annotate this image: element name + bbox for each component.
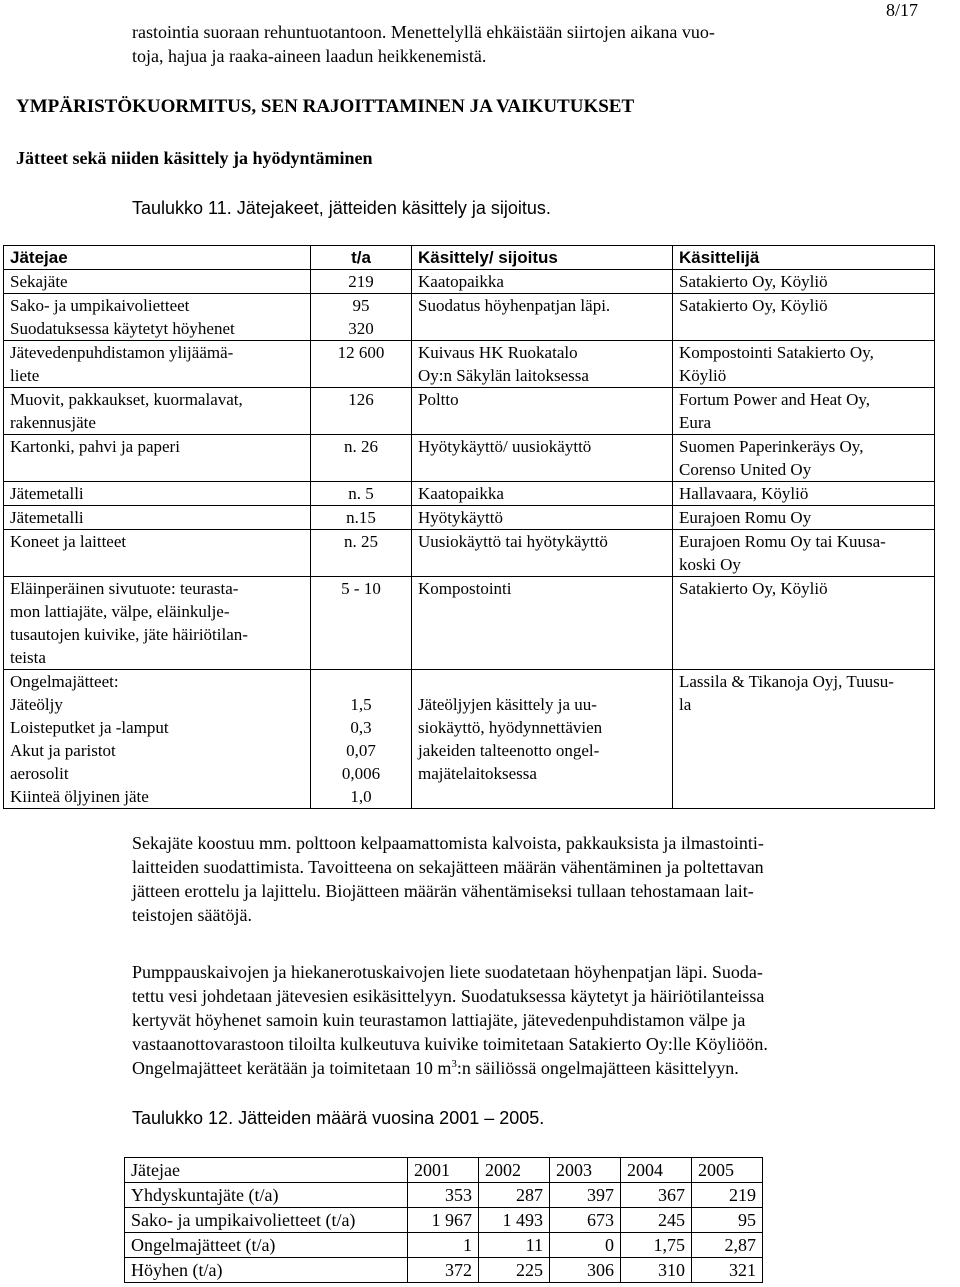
- table-cell: [311, 670, 412, 809]
- waste-table: [3, 245, 935, 809]
- paragraph-line: vastaanottovarastoon tiloilta kulkeutuva kuivike toimitetaan Satakierto Oy:lle Köyliöön.: [132, 1034, 768, 1054]
- table-cell: [412, 506, 673, 530]
- cell-line: Kaatopaikka: [418, 272, 504, 291]
- table-cell: [412, 294, 673, 341]
- cell-line: Jätemetalli: [10, 484, 84, 503]
- table-row: [125, 1208, 763, 1233]
- paragraph-sludge: [132, 960, 768, 1080]
- cell-line: Loisteputket ja -lamput: [10, 718, 169, 737]
- table-cell: 1,75: [621, 1233, 692, 1258]
- section-heading: YMPÄRISTÖKUORMITUS, SEN RAJOITTAMINEN JA VAIKUTUKSET: [16, 96, 635, 117]
- paragraph-line: Pumppauskaivojen ja hiekanerotuskaivojen liete suodatetaan höyhenpatjan läpi. Suoda-: [132, 962, 763, 982]
- cell-line: Satakierto Oy, Köyliö: [679, 272, 828, 291]
- table-cell: [4, 670, 311, 809]
- table-cell: [673, 270, 935, 294]
- table-row: [125, 1183, 763, 1208]
- table-cell: [311, 435, 412, 482]
- text-segment: Ongelmajätteet kerätään ja toimitetaan 10 m: [132, 1058, 452, 1078]
- table-cell: 310: [621, 1258, 692, 1283]
- column-header: 2005: [692, 1158, 763, 1183]
- table-cell: [311, 388, 412, 435]
- table-cell: [673, 435, 935, 482]
- table-header-row: [4, 246, 935, 270]
- page-number: 8/17: [885, 0, 918, 20]
- intro-line: toja, hajua ja raaka-aineen laadun heikkenemistä.: [132, 46, 487, 66]
- table-cell: [4, 577, 311, 670]
- table-row: [4, 482, 935, 506]
- cell-line: Ongelmajätteet:: [10, 672, 119, 691]
- subsection-heading: Jätteet sekä niiden käsittely ja hyödyntäminen: [16, 148, 373, 168]
- cell-line: Suomen Paperinkeräys Oy,: [679, 437, 864, 456]
- column-header: Jätejae: [125, 1158, 408, 1183]
- cell-line: Akut ja paristot: [10, 741, 116, 760]
- paragraph-line: tettu vesi johdetaan jätevesien esikäsittelyyn. Suodatuksessa käytetyt ja häiriötilanteissa: [132, 986, 765, 1006]
- cell-line: la: [679, 695, 692, 714]
- cell-line: [311, 670, 411, 693]
- table-cell: [311, 530, 412, 577]
- table-cell: [311, 577, 412, 670]
- table-cell: [4, 435, 311, 482]
- table-cell: 397: [550, 1183, 621, 1208]
- paragraph-line: [132, 1056, 768, 1080]
- table-row: [125, 1258, 763, 1283]
- table-cell: 353: [408, 1183, 479, 1208]
- table-cell: [4, 530, 311, 577]
- waste-amounts-table: [124, 1157, 763, 1283]
- column-header: 2004: [621, 1158, 692, 1183]
- table-row: [125, 1233, 763, 1258]
- intro-paragraph: [132, 20, 715, 68]
- cell-line: 219: [348, 272, 374, 291]
- cell-line: teista: [10, 648, 46, 667]
- table-cell: [311, 341, 412, 388]
- table-cell: [4, 341, 311, 388]
- paragraph-line: Sekajäte koostuu mm. polttoon kelpaamattomista kalvoista, pakkauksista ja ilmastointi-: [132, 833, 764, 853]
- table-cell: [4, 388, 311, 435]
- cell-line: Kartonki, pahvi ja paperi: [10, 437, 180, 456]
- table-header-row: [125, 1158, 763, 1183]
- cell-line: Eurajoen Romu Oy tai Kuusa-: [679, 532, 886, 551]
- cell-line: Hyötykäyttö/ uusiokäyttö: [418, 437, 592, 456]
- cell-line: Muovit, pakkaukset, kuormalavat,: [10, 390, 243, 409]
- cell-line: Kaatopaikka: [418, 484, 504, 503]
- table-row: [4, 270, 935, 294]
- cell-line: Jäteöljy: [10, 695, 63, 714]
- table-cell: Yhdyskuntajäte (t/a): [125, 1183, 408, 1208]
- table-cell: 321: [692, 1258, 763, 1283]
- waste-table-body: [4, 270, 935, 809]
- cell-line: Fortum Power and Heat Oy,: [679, 390, 871, 409]
- table-cell: [4, 506, 311, 530]
- cell-line: Jäteöljyjen käsittely ja uu-: [418, 695, 597, 714]
- cell-line: n. 5: [348, 484, 374, 503]
- table-cell: 219: [692, 1183, 763, 1208]
- table-cell: 372: [408, 1258, 479, 1283]
- table-cell: [412, 435, 673, 482]
- cell-line: n. 25: [344, 532, 378, 551]
- cell-line: Suodatus höyhenpatjan läpi.: [418, 296, 611, 315]
- table-cell: [311, 270, 412, 294]
- table-cell: [673, 294, 935, 341]
- cell-line: Satakierto Oy, Köyliö: [679, 579, 828, 598]
- table-cell: [412, 482, 673, 506]
- paragraph-line: kertyvät höyhenet samoin kuin teurastamon lattiajäte, jätevedenpuhdistamon välpe ja: [132, 1010, 746, 1030]
- cell-line: siokäyttö, hyödynnettävien: [418, 718, 603, 737]
- table-cell: 95: [692, 1208, 763, 1233]
- paragraph-line: laitteiden suodattimista. Tavoitteena on sekajätteen määrän vähentäminen ja poltettavan: [132, 857, 764, 877]
- cell-line: n.15: [346, 508, 376, 527]
- table-cell: [412, 530, 673, 577]
- table-cell: [412, 341, 673, 388]
- table-cell: 245: [621, 1208, 692, 1233]
- table-cell: [673, 577, 935, 670]
- cell-line: Suodatuksessa käytetyt höyhenet: [10, 319, 235, 338]
- column-header: 2003: [550, 1158, 621, 1183]
- cell-line: 320: [348, 319, 374, 338]
- cell-line: 1,5: [350, 695, 372, 714]
- table-cell: [311, 482, 412, 506]
- table1-caption: Taulukko 11. Jätejakeet, jätteiden käsittely ja sijoitus.: [132, 198, 551, 218]
- cell-line: 126: [348, 390, 374, 409]
- cell-line: Corenso United Oy: [679, 460, 812, 479]
- table-row: [4, 530, 935, 577]
- cell-line: 12 600: [337, 343, 385, 362]
- table-cell: [412, 388, 673, 435]
- cell-line: 0,3: [350, 718, 372, 737]
- cell-line: [418, 670, 672, 693]
- table-row: [4, 388, 935, 435]
- table-row: [4, 577, 935, 670]
- table-cell: [311, 294, 412, 341]
- cell-line: tusautojen kuivike, jäte häiriötilan-: [10, 625, 248, 644]
- table-cell: 1 493: [479, 1208, 550, 1233]
- cell-line: Hyötykäyttö: [418, 508, 503, 527]
- table-cell: 367: [621, 1183, 692, 1208]
- cell-line: aerosolit: [10, 764, 69, 783]
- paragraph-line: teistojen säätöjä.: [132, 905, 252, 925]
- table-row: [4, 294, 935, 341]
- table-cell: [4, 270, 311, 294]
- cell-line: Jätemetalli: [10, 508, 84, 527]
- cell-line: Sako- ja umpikaivolietteet: [10, 296, 190, 315]
- cell-line: 95: [352, 296, 370, 315]
- column-header: Käsittelijä: [673, 246, 935, 270]
- cell-line: Jätevedenpuhdistamon ylijäämä-: [10, 343, 234, 362]
- table-cell: 2,87: [692, 1233, 763, 1258]
- cell-line: Kiinteä öljyinen jäte: [10, 787, 149, 806]
- table-cell: [4, 294, 311, 341]
- table-row: [4, 341, 935, 388]
- cell-line: Köyliö: [679, 366, 727, 385]
- table-cell: [673, 506, 935, 530]
- cell-line: Koneet ja laitteet: [10, 532, 127, 551]
- table-row: [4, 435, 935, 482]
- table-cell: Höyhen (t/a): [125, 1258, 408, 1283]
- column-header: t/a: [311, 246, 412, 270]
- cell-line: Hallavaara, Köyliö: [679, 484, 809, 503]
- cell-line: Eurajoen Romu Oy: [679, 508, 812, 527]
- table-cell: [673, 530, 935, 577]
- intro-line: rastointia suoraan rehuntuotantoon. Menettelyllä ehkäistään siirtojen aikana vuo-: [132, 22, 715, 42]
- cell-line: Lassila & Tikanoja Oyj, Tuusu-: [679, 672, 894, 691]
- table-cell: [673, 670, 935, 809]
- cell-line: koski Oy: [679, 555, 741, 574]
- table2-caption: Taulukko 12. Jätteiden määrä vuosina 2001 – 2005.: [132, 1108, 545, 1128]
- cell-line: mon lattiajäte, välpe, eläinkulje-: [10, 602, 230, 621]
- column-header: Käsittely/ sijoitus: [412, 246, 673, 270]
- column-header: Jätejae: [4, 246, 311, 270]
- table-cell: 225: [479, 1258, 550, 1283]
- cell-line: 0,07: [346, 741, 376, 760]
- table-cell: [412, 270, 673, 294]
- table-cell: Ongelmajätteet (t/a): [125, 1233, 408, 1258]
- table-cell: 1: [408, 1233, 479, 1258]
- table-cell: [673, 482, 935, 506]
- column-header: 2002: [479, 1158, 550, 1183]
- cell-line: n. 26: [344, 437, 378, 456]
- table-cell: 0: [550, 1233, 621, 1258]
- table-row: [4, 670, 935, 809]
- table-cell: [673, 341, 935, 388]
- table-cell: 673: [550, 1208, 621, 1233]
- cell-line: Uusiokäyttö tai hyötykäyttö: [418, 532, 608, 551]
- cell-line: Kuivaus HK Ruokatalo: [418, 343, 578, 362]
- table-cell: 306: [550, 1258, 621, 1283]
- paragraph-mixed-waste: [132, 831, 764, 927]
- cell-line: Oy:n Säkylän laitoksessa: [418, 366, 589, 385]
- table-cell: 287: [479, 1183, 550, 1208]
- cell-line: rakennusjäte: [10, 413, 96, 432]
- table-cell: Sako- ja umpikaivolietteet (t/a): [125, 1208, 408, 1233]
- column-header: 2001: [408, 1158, 479, 1183]
- cell-line: Poltto: [418, 390, 459, 409]
- cell-line: liete: [10, 366, 40, 385]
- table-cell: [4, 482, 311, 506]
- cell-line: Sekajäte: [10, 272, 68, 291]
- cell-line: Kompostointi Satakierto Oy,: [679, 343, 874, 362]
- waste-amounts-body: [125, 1183, 763, 1283]
- cell-line: 5 - 10: [341, 579, 381, 598]
- cell-line: 1,0: [350, 787, 372, 806]
- table-cell: [311, 506, 412, 530]
- table-cell: [412, 577, 673, 670]
- table-row: [4, 506, 935, 530]
- cell-line: Eura: [679, 413, 712, 432]
- cell-line: Kompostointi: [418, 579, 512, 598]
- table-cell: 1 967: [408, 1208, 479, 1233]
- table-cell: 11: [479, 1233, 550, 1258]
- paragraph-line: jätteen erottelu ja lajittelu. Biojätteen määrän vähentämiseksi tullaan tehostamaan lait-: [132, 881, 754, 901]
- table-cell: [673, 388, 935, 435]
- cell-line: Eläinperäinen sivutuote: teurasta-: [10, 579, 239, 598]
- cell-line: jakeiden talteenotto ongel-: [418, 741, 600, 760]
- table-cell: [412, 670, 673, 809]
- cell-line: Satakierto Oy, Köyliö: [679, 296, 828, 315]
- cell-line: majätelaitoksessa: [418, 764, 537, 783]
- text-segment: :n säiliössä ongelmajätteen käsittelyyn.: [456, 1058, 739, 1078]
- superscript: 3: [451, 1058, 457, 1070]
- cell-line: 0,006: [341, 764, 381, 783]
